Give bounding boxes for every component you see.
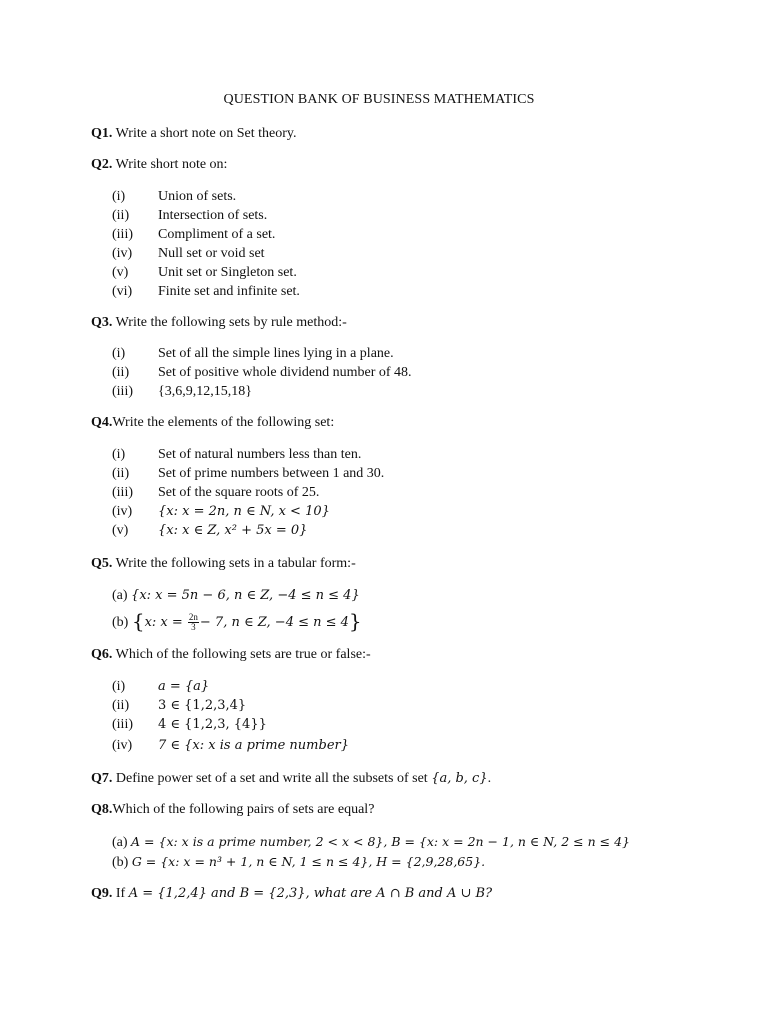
question-7-math: {a, b, c} bbox=[431, 771, 488, 786]
fraction-numerator: 2n bbox=[188, 612, 198, 623]
item-math: A = {x: x is a prime number, 2 < x < 8}, B = {x: x = 2n − 1, n ∈ N, 2 ≤ n ≤ 4} bbox=[131, 834, 630, 849]
question-9-math: A = {1,2,4} and B = {2,3}, what are A ∩ B and A ∪ B? bbox=[128, 886, 493, 901]
item-text: Set of prime numbers between 1 and 30. bbox=[158, 466, 385, 481]
item-number: (iii) bbox=[112, 384, 133, 399]
item-math-post: − 7, n ∈ Z, −4 ≤ n ≤ 4 bbox=[199, 615, 349, 630]
item-text: {3,6,9,12,15,18} bbox=[158, 384, 252, 399]
item-number: (iv) bbox=[112, 738, 133, 753]
item-number: (iii) bbox=[112, 485, 133, 500]
item-math: {x: x ∈ Z, x² + 5x = 0} bbox=[158, 523, 308, 538]
question-4-label: Q4. bbox=[91, 415, 113, 430]
item-number: (i) bbox=[112, 447, 126, 462]
item-number: (iii) bbox=[112, 717, 133, 732]
item-number: (v) bbox=[112, 523, 129, 538]
item-math: 7 ∈ {x: x is a prime number} bbox=[158, 738, 350, 753]
question-7 bbox=[91, 771, 491, 787]
question-6-text: Which of the following sets are true or false:- bbox=[112, 647, 371, 662]
question-4-text: Write the elements of the following set: bbox=[112, 415, 335, 430]
item-math-pre: x: x = bbox=[144, 615, 187, 630]
question-7-text: Define power set of a set and write all the subsets of set bbox=[112, 771, 432, 786]
item-number: (a) bbox=[112, 588, 128, 603]
item-text: Unit set or Singleton set. bbox=[158, 265, 297, 280]
item-number: (b) bbox=[112, 615, 129, 630]
item-text: Set of the square roots of 25. bbox=[158, 485, 320, 500]
question-1 bbox=[91, 126, 297, 142]
question-3 bbox=[91, 315, 347, 331]
item-text: Intersection of sets. bbox=[158, 208, 268, 223]
question-8-item-a bbox=[112, 834, 630, 851]
item-number: (v) bbox=[112, 265, 129, 280]
item-text: Null set or void set bbox=[158, 246, 265, 261]
fraction-denominator: 3 bbox=[191, 622, 196, 633]
item-number: (vi) bbox=[112, 284, 133, 299]
item-text: Compliment of a set. bbox=[158, 227, 276, 242]
question-7-label: Q7. bbox=[91, 771, 113, 786]
item-number: (ii) bbox=[112, 365, 130, 380]
item-text: Union of sets. bbox=[158, 189, 237, 204]
item-math: a = {a} bbox=[158, 679, 210, 694]
open-brace: { bbox=[131, 609, 145, 633]
question-9-text: If bbox=[112, 886, 129, 901]
question-2-label: Q2. bbox=[91, 157, 113, 172]
item-number: (i) bbox=[112, 346, 126, 361]
question-4 bbox=[91, 415, 334, 431]
question-7-tail: . bbox=[487, 771, 492, 786]
close-brace: } bbox=[348, 609, 362, 633]
question-9-label: Q9. bbox=[91, 886, 113, 901]
item-text: Set of positive whole dividend number of 48. bbox=[158, 365, 412, 380]
question-8 bbox=[91, 802, 374, 818]
question-2-text: Write short note on: bbox=[112, 157, 228, 172]
item-text: Finite set and infinite set. bbox=[158, 284, 300, 299]
item-text: Set of natural numbers less than ten. bbox=[158, 447, 362, 462]
question-5-item-a bbox=[112, 588, 360, 604]
question-6-label: Q6. bbox=[91, 647, 113, 662]
question-5-label: Q5. bbox=[91, 556, 113, 571]
question-9 bbox=[91, 886, 492, 902]
item-number: (i) bbox=[112, 189, 126, 204]
question-3-text: Write the following sets by rule method:- bbox=[112, 315, 347, 330]
question-8-item-b bbox=[112, 854, 485, 871]
item-number: (iv) bbox=[112, 246, 133, 261]
item-text: Set of all the simple lines lying in a plane. bbox=[158, 346, 394, 361]
item-number: (ii) bbox=[112, 208, 130, 223]
fraction bbox=[188, 613, 199, 632]
question-3-label: Q3. bbox=[91, 315, 113, 330]
question-5-text: Write the following sets in a tabular form:- bbox=[112, 556, 356, 571]
item-math: {x: x = 5n − 6, n ∈ Z, −4 ≤ n ≤ 4} bbox=[131, 588, 360, 603]
question-8-text: Which of the following pairs of sets are equal? bbox=[112, 802, 375, 817]
page-title: QUESTION BANK OF BUSINESS MATHEMATICS bbox=[223, 92, 535, 107]
item-number: (b) bbox=[112, 855, 129, 870]
item-math: 3 ∈ {1,2,3,4} bbox=[158, 698, 247, 713]
item-number: (ii) bbox=[112, 466, 130, 481]
item-math: G = {x: x = n³ + 1, n ∈ N, 1 ≤ n ≤ 4}, H = {2,9,28,65}. bbox=[131, 854, 486, 869]
item-math: {x: x = 2n, n ∈ N, x < 10} bbox=[158, 504, 330, 519]
item-number: (i) bbox=[112, 679, 126, 694]
question-8-label: Q8. bbox=[91, 802, 113, 817]
question-1-text: Write a short note on Set theory. bbox=[112, 126, 297, 141]
question-5 bbox=[91, 556, 356, 572]
question-2 bbox=[91, 157, 227, 173]
item-number: (iv) bbox=[112, 504, 133, 519]
item-number: (ii) bbox=[112, 698, 130, 713]
question-5-item-b bbox=[112, 609, 362, 633]
item-math: 4 ∈ {1,2,3, {4}} bbox=[158, 717, 267, 732]
item-number: (iii) bbox=[112, 227, 133, 242]
question-6 bbox=[91, 647, 371, 663]
item-number: (a) bbox=[112, 835, 128, 850]
question-1-label: Q1. bbox=[91, 126, 113, 141]
